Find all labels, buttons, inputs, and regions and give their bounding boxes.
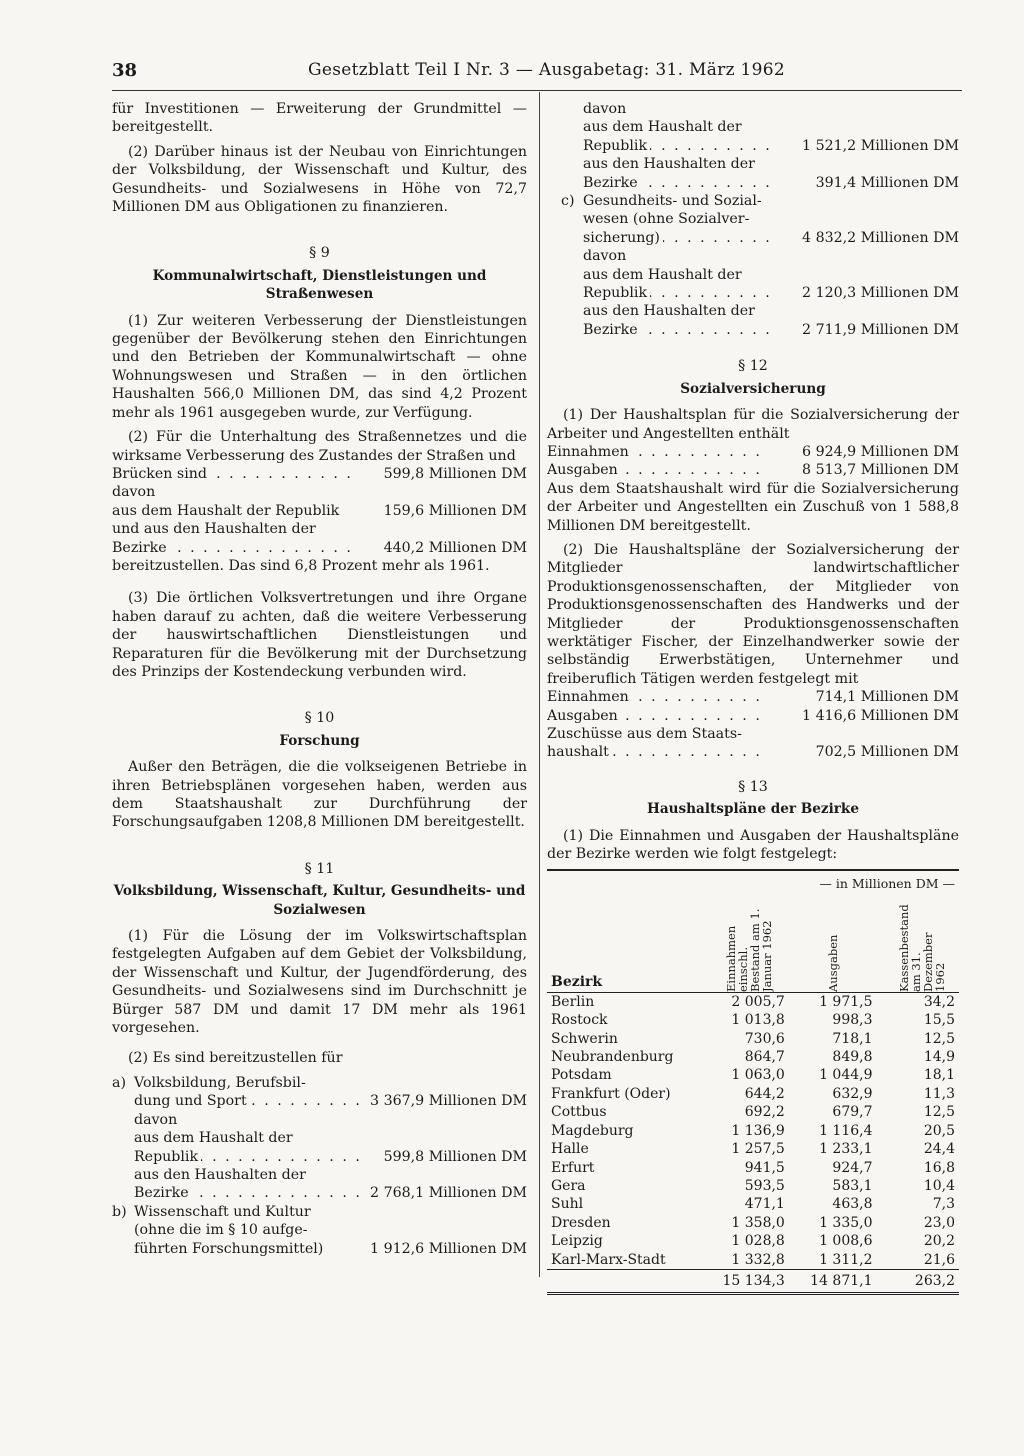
table-row xyxy=(547,1122,959,1140)
bezirk-name: Gera xyxy=(551,1177,586,1194)
bestand-value: 34,2 xyxy=(923,993,955,1010)
bezirk-name: Berlin xyxy=(551,993,595,1010)
table-row xyxy=(547,1140,959,1158)
bezirk-name: Suhl xyxy=(551,1196,584,1213)
item-label-line: aus den Haushalten der xyxy=(583,156,755,173)
item-label: sicherung) xyxy=(583,230,663,246)
item-key: b) xyxy=(112,1203,127,1220)
einnahmen-value: 593,5 xyxy=(744,1177,785,1194)
ausgaben-value: 679,7 xyxy=(832,1104,873,1121)
item-label-line: Gesundheits- und Sozial- xyxy=(583,193,762,210)
einnahmen-value: 1 358,0 xyxy=(731,1214,785,1231)
item-label: Republik xyxy=(583,285,650,301)
page-number: 38 xyxy=(112,60,138,81)
bezirk-name: Rostock xyxy=(551,1012,608,1029)
section-9-number: § 9 xyxy=(309,245,330,262)
item-label-line: Volksbildung, Berufsbil- xyxy=(134,1074,306,1091)
item-a xyxy=(112,1074,527,1203)
ausgaben-value: 632,9 xyxy=(832,1085,873,1102)
header-rule xyxy=(112,90,962,91)
col-header-einnahmen: Einnahmen einschl. Bestand am 1. Januar 1962 xyxy=(724,908,775,992)
item-value: 1 912,6 Millionen DM xyxy=(370,1240,527,1257)
item-label: Republik xyxy=(583,138,650,154)
amount-label: aus dem Haushalt der Republik xyxy=(112,503,342,519)
item-label-line: Wissenschaft und Kultur xyxy=(134,1203,311,1220)
amount-label: Bezirke xyxy=(112,540,170,556)
amount-row-ausgaben xyxy=(547,461,959,479)
table-row xyxy=(547,1195,959,1213)
ausgaben-value: 1 233,1 xyxy=(819,1141,873,1158)
item-key: a) xyxy=(112,1074,126,1091)
item-label: führten Forschungsmittel) xyxy=(134,1241,326,1257)
bestand-value: 10,4 xyxy=(923,1177,955,1194)
amount-label-line: und aus den Haushalten der xyxy=(112,521,316,538)
section-13-number: § 13 xyxy=(738,778,768,795)
bezirk-name: Cottbus xyxy=(551,1104,607,1121)
item-label: dung und Sport xyxy=(134,1093,250,1109)
ausgaben-value: 1 335,0 xyxy=(819,1214,873,1231)
bezirk-name: Dresden xyxy=(551,1214,611,1231)
ausgaben-value: 849,8 xyxy=(832,1049,873,1066)
einnahmen-value: 730,6 xyxy=(744,1030,785,1047)
davon-label: davon xyxy=(583,101,627,117)
item-label-line: wesen (ohne Sozialver- xyxy=(583,211,750,228)
amount-value: 6 924,9 Millionen DM xyxy=(802,443,959,460)
amount-row-bruecken xyxy=(112,465,527,483)
item-value: 2 768,1 Millionen DM xyxy=(370,1185,527,1202)
section-12-para-2: (2) Die Haushaltspläne der Sozialversicherung der Mitglieder landwirtschaftlicher Produktionsgenossenschaften, der Mitglieder von Produktionsgenossenschaften des Handwerks und der Mitglieder der Produktionsgenossenschaften werktätiger Fischer, der Einzelhandwerker sowie der selbständig Erwerbstätigen, Unternehmer und freiberuflich Tätigen werden festgelegt mit xyxy=(547,541,959,687)
amount-value: 8 513,7 Millionen DM xyxy=(802,462,959,479)
amount-value: 1 416,6 Millionen DM xyxy=(802,707,959,724)
ausgaben-value: 583,1 xyxy=(832,1177,873,1194)
amount-value: 714,1 Millionen DM xyxy=(815,689,959,706)
ausgaben-value: 998,3 xyxy=(832,1012,873,1029)
einnahmen-value: 471,1 xyxy=(744,1196,785,1213)
table-row xyxy=(547,1232,959,1250)
table-row xyxy=(547,1251,959,1270)
col-header-bestand: Kassenbestand am 31. Dezember 1962 xyxy=(896,904,947,992)
item-label-line: aus dem Haushalt der xyxy=(134,1130,293,1147)
bezirk-name: Halle xyxy=(551,1141,589,1158)
section-12-number: § 12 xyxy=(738,358,768,375)
item-label-line: aus dem Haushalt der xyxy=(583,266,742,283)
bezirk-name: Leipzig xyxy=(551,1233,603,1250)
col-header-bezirk: Bezirk xyxy=(547,894,701,993)
einnahmen-value: 2 005,7 xyxy=(731,993,785,1010)
einnahmen-value: 692,2 xyxy=(744,1104,785,1121)
col-header-ausgaben: Ausgaben xyxy=(825,934,840,992)
section-12-title: Sozialversicherung xyxy=(680,380,826,397)
table-row xyxy=(547,1085,959,1103)
section-13-title: Haushaltspläne der Bezirke xyxy=(646,801,860,818)
bestand-value: 21,6 xyxy=(923,1251,955,1268)
amount-label: Brücken sind xyxy=(112,466,210,482)
einnahmen-value: 1 136,9 xyxy=(731,1122,785,1139)
left-column xyxy=(112,100,527,1258)
table-row xyxy=(547,992,959,1011)
item-label-line: aus den Haushalten der xyxy=(134,1166,306,1183)
amount-label: Einnahmen xyxy=(547,689,632,705)
item-label-line: (ohne die im § 10 aufge- xyxy=(134,1222,308,1239)
section-10-title: Forschung xyxy=(279,732,360,749)
intro-line: für Investitionen — Erweiterung der Grundmittel — bereitgestellt. xyxy=(112,101,527,136)
item-label: Republik xyxy=(134,1149,201,1165)
bestand-value: 18,1 xyxy=(923,1067,955,1084)
ausgaben-value: 1 044,9 xyxy=(819,1067,873,1084)
section-11-para-2-intro: (2) Es sind bereitzustellen für xyxy=(128,1050,343,1067)
item-value: 2 711,9 Millionen DM xyxy=(802,321,959,338)
bestand-value: 15,5 xyxy=(923,1012,955,1029)
section-12-para-1-intro: (1) Der Haushaltsplan für die Sozialversicherung der Arbeiter und Angestellten enthält xyxy=(547,407,959,442)
table-total-row xyxy=(547,1269,959,1293)
einnahmen-value: 1 257,5 xyxy=(731,1141,785,1158)
section-11-para-1: (1) Für die Lösung der im Volkswirtschaftsplan festgelegten Aufgaben auf dem Gebiet der Volksbildung, der Wissenschaft und Kultur, der Jugendförderung, des Gesundheits- und Sozialwesens sind im Durchschnitt je Bürger 587 DM und damit 17 DM mehr als 1961 vorgesehen. xyxy=(112,928,527,1037)
bezirk-name: Karl-Marx-Stadt xyxy=(551,1251,666,1268)
table-row xyxy=(547,1048,959,1066)
item-label: Bezirke xyxy=(583,175,641,191)
page-header xyxy=(112,60,962,88)
para-8-2: (2) Darüber hinaus ist der Neubau von Einrichtungen der Volksbildung, der Wissenschaft und Kultur, des Gesundheits- und Sozialwesens in Höhe von 72,7 Millionen DM aus Obligationen zu finanzieren. xyxy=(112,143,527,216)
section-12-para-1-end: Aus dem Staatshaushalt wird für die Sozialversicherung der Arbeiter und Angestellten ein Zuschuß von 1 588,8 Millionen DM bereitgestellt. xyxy=(547,480,959,534)
amount-row-einnahmen xyxy=(547,443,959,461)
ausgaben-value: 463,8 xyxy=(832,1196,873,1213)
item-value: 1 521,2 Millionen DM xyxy=(802,137,959,154)
right-column xyxy=(547,100,959,1295)
ausgaben-value: 1 311,2 xyxy=(819,1251,873,1268)
item-value: 391,4 Millionen DM xyxy=(815,174,959,191)
amount-row-republik xyxy=(112,502,527,520)
section-11-number: § 11 xyxy=(304,860,335,877)
ausgaben-value: 718,1 xyxy=(832,1030,873,1047)
section-9-title: Kommunalwirtschaft, Dienstleistungen und Straßenwesen xyxy=(152,267,487,303)
bezirk-name: Neubrandenburg xyxy=(551,1049,674,1066)
bestand-value: 14,9 xyxy=(923,1049,955,1066)
ausgaben-value: 1 116,4 xyxy=(819,1122,873,1139)
item-value: 3 367,9 Millionen DM xyxy=(370,1093,527,1110)
amount-row-zuschuss xyxy=(547,743,959,761)
item-label: Bezirke xyxy=(134,1185,192,1201)
amount-label: haushalt xyxy=(547,744,612,760)
total-bestand: 263,2 xyxy=(877,1269,960,1293)
table-row xyxy=(547,1011,959,1029)
table-row xyxy=(547,1030,959,1048)
ausgaben-value: 1 008,6 xyxy=(819,1233,873,1250)
bezirke-table xyxy=(547,869,959,1295)
bestand-value: 20,5 xyxy=(923,1122,955,1139)
amount-label-line: Zuschüsse aus dem Staats- xyxy=(547,726,742,742)
bestand-value: 12,5 xyxy=(923,1104,955,1121)
amount-row-einnahmen-2 xyxy=(547,688,959,706)
bezirk-name: Erfurt xyxy=(551,1159,595,1176)
section-9-para-3: (3) Die örtlichen Volksvertretungen und ihre Organe haben darauf zu achten, daß die weitere Verbesserung der hauswirtschaftlichen Dienstleistungen und Reparaturen für die Bevölkerung mit der Durchsetzung des Prinzips der Kostendeckung verbunden wird. xyxy=(112,590,527,680)
amount-row-bezirke xyxy=(112,539,527,557)
table-body xyxy=(547,992,959,1269)
section-13-para-1: (1) Die Einnahmen und Ausgaben der Haushaltspläne der Bezirke werden wie folgt festgelegt: xyxy=(547,827,959,863)
davon-label: davon xyxy=(112,484,156,501)
section-9-para-1: (1) Zur weiteren Verbesserung der Dienstleistungen gegenüber der Bevölkerung stehen den Einrichtungen und den Betrieben der Kommunalwirtschaft — ohne Wohnungswesen und Straßen — in den örtlichen Haushalten 566,0 Millionen DM, das sind 4,2 Prozent mehr als 1961 ausgegeben wurde, zur Verfügung. xyxy=(112,312,527,421)
table-row xyxy=(547,1214,959,1232)
davon-label: davon xyxy=(583,248,627,265)
bestand-value: 23,0 xyxy=(923,1214,955,1231)
item-key: c) xyxy=(561,193,575,210)
amount-label: Ausgaben xyxy=(547,708,621,724)
einnahmen-value: 941,5 xyxy=(744,1159,785,1176)
table-row xyxy=(547,1103,959,1121)
amount-label: Ausgaben xyxy=(547,462,621,478)
column-divider xyxy=(539,92,540,1277)
bestand-value: 7,3 xyxy=(932,1196,955,1213)
davon-label: davon xyxy=(134,1111,178,1128)
bezirk-name: Potsdam xyxy=(551,1067,612,1084)
bestand-value: 24,4 xyxy=(923,1141,955,1158)
table-row xyxy=(547,1159,959,1177)
amount-value: 159,6 Millionen DM xyxy=(383,502,527,519)
bestand-value: 11,3 xyxy=(923,1085,955,1102)
section-11-title: Volksbildung, Wissenschaft, Kultur, Gesundheits- und Sozialwesen xyxy=(113,883,526,918)
bestand-value: 12,5 xyxy=(923,1030,955,1047)
bezirk-name: Schwerin xyxy=(551,1030,618,1047)
section-9-para-2-intro: (2) Für die Unterhaltung des Straßennetzes und die wirksame Verbesserung des Zustandes der Straßen und xyxy=(112,429,527,464)
einnahmen-value: 1 063,0 xyxy=(731,1067,785,1084)
einnahmen-value: 644,2 xyxy=(744,1085,785,1102)
gazette-title: Gesetzblatt Teil I Nr. 3 — Ausgabetag: 31. März 1962 xyxy=(308,60,785,80)
einnahmen-value: 1 332,8 xyxy=(731,1251,785,1268)
einnahmen-value: 864,7 xyxy=(744,1049,785,1066)
bestand-value: 20,2 xyxy=(923,1233,955,1250)
item-value: 4 832,2 Millionen DM xyxy=(802,229,959,246)
item-c xyxy=(547,192,959,339)
bezirk-name: Frankfurt (Oder) xyxy=(551,1085,671,1102)
amount-value: 440,2 Millionen DM xyxy=(383,539,527,556)
item-b xyxy=(112,1203,527,1258)
amount-value: 599,8 Millionen DM xyxy=(383,465,527,482)
amount-value: 702,5 Millionen DM xyxy=(815,744,959,761)
section-10-para: Außer den Beträgen, die die volkseigenen Betriebe in ihren Betriebsplänen vorgesehen haben, werden aus dem Staatshaushalt zur Durchführung der Forschungsaufgaben 1208,8 Millionen DM bereitgestellt. xyxy=(112,759,527,831)
amount-label: Einnahmen xyxy=(547,444,632,460)
item-label-line: aus dem Haushalt der xyxy=(583,119,742,136)
item-label: Bezirke xyxy=(583,322,641,338)
ausgaben-value: 924,7 xyxy=(832,1159,873,1176)
amount-row-ausgaben-2 xyxy=(547,707,959,725)
item-value: 2 120,3 Millionen DM xyxy=(802,285,959,302)
einnahmen-value: 1 028,8 xyxy=(731,1233,785,1250)
item-value: 599,8 Millionen DM xyxy=(383,1148,527,1165)
bestand-value: 16,8 xyxy=(923,1159,955,1176)
bezirk-name: Magdeburg xyxy=(551,1122,634,1139)
total-einnahmen: 15 134,3 xyxy=(701,1269,789,1293)
section-10-number: § 10 xyxy=(304,710,335,727)
table-row xyxy=(547,1066,959,1084)
ausgaben-value: 1 971,5 xyxy=(819,993,873,1010)
einnahmen-value: 1 013,8 xyxy=(731,1012,785,1029)
continuation-block xyxy=(547,100,959,192)
table-unit: — in Millionen DM — xyxy=(701,870,959,893)
table-row xyxy=(547,1177,959,1195)
item-label-line: aus den Haushalten der xyxy=(583,303,755,320)
total-ausgaben: 14 871,1 xyxy=(789,1269,877,1293)
section-9-para-2-end: bereitzustellen. Das sind 6,8 Prozent mehr als 1961. xyxy=(112,557,490,574)
